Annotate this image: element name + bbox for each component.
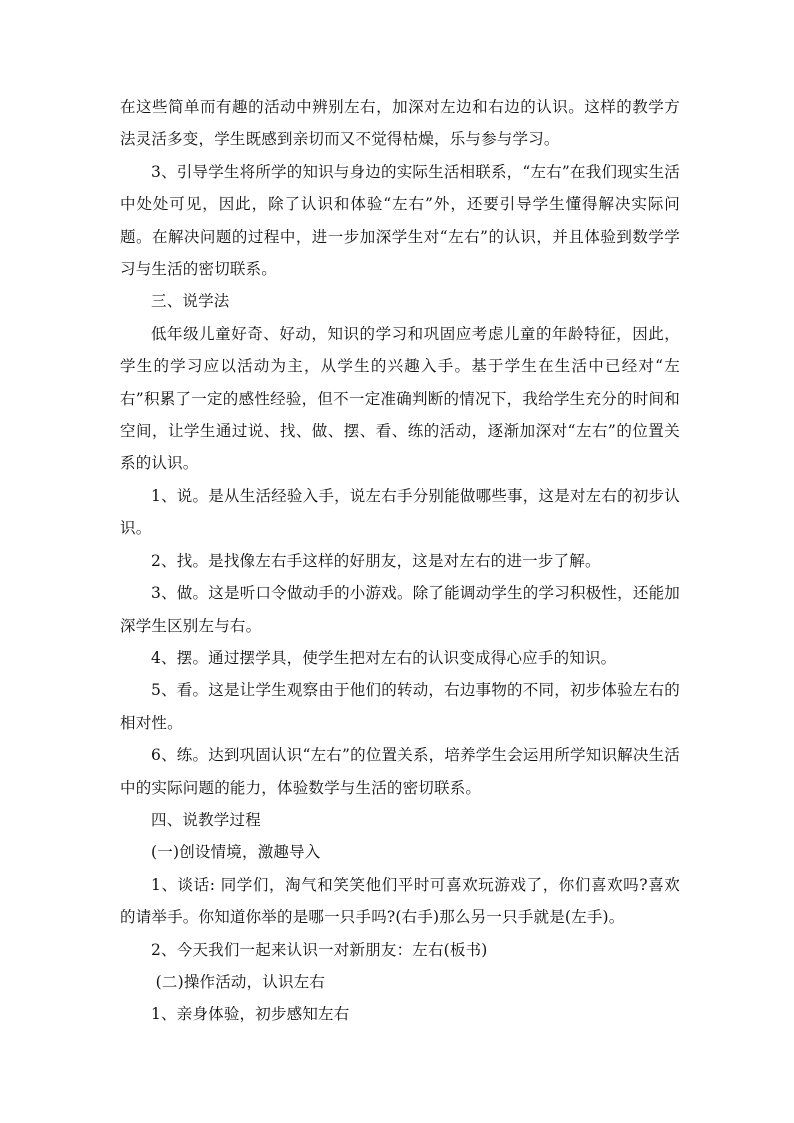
subsection-heading: (二)操作活动，认识左右	[155, 972, 326, 991]
list-item: 5、看。这是让学生观察由于他们的转动，右边事物的不同，初步体验左右的相对性。	[120, 681, 680, 732]
list-item: 2、找。是找像左右手这样的好朋友，这是对左右的进一步了解。	[151, 551, 601, 570]
paragraph: 低年级儿童好奇、好动，知识的学习和巩固应考虑儿童的年龄特征，因此，学生的学习应以活动为主，从学生的兴趣入手。基于学生在生活中已经对“左右”积累了一定的感性经验，但不一定准确判断的情况下，我给学生充分的时间和空间，让学生通过说、找、做、摆、看、练的活动，逐渐加深对“左右”的位置关系的认识。	[120, 324, 680, 473]
subsection-heading: (一)创设情境，激趣导入	[151, 843, 321, 862]
list-item: 3、做。这是听口令做动手的小游戏。除了能调动学生的学习积极性，还能加深学生区别左与右。	[120, 584, 680, 635]
list-item: 4、摆。通过摆学具，使学生把对左右的认识变成得心应手的知识。	[151, 648, 617, 667]
paragraph: 在这些简单而有趣的活动中辨别左右，加深对左边和右边的认识。这样的教学方法灵活多变，学生既感到亲切而又不觉得枯燥，乐与参与学习。	[120, 98, 680, 149]
section-heading: 四、说教学过程	[151, 810, 261, 829]
section-heading: 三、说学法	[151, 292, 230, 311]
paragraph: 3、引导学生将所学的知识与身边的实际生活相联系，“左右”在我们现实生活中处处可见，因此，除了认识和体验“左右”外，还要引导学生懂得解决实际问题。在解决问题的过程中，进一步加深学生对“左右”的认识，并且体验到数学学习与生活的密切联系。	[120, 162, 680, 279]
list-item: 2、今天我们一起来认识一对新朋友：左右(板书)	[151, 940, 488, 959]
list-item: 1、说。是从生活经验入手，说左右手分别能做哪些事，这是对左右的初步认识。	[120, 486, 680, 538]
document-body	[120, 91, 680, 1031]
list-item: 1、亲身体验，初步感知左右	[151, 1005, 350, 1024]
list-item: 6、练。达到巩固认识“左右”的位置关系，培养学生会运用所学知识解决生活中的实际问题的能力，体验数学与生活的密切联系。	[120, 746, 680, 797]
list-item: 1、谈话: 同学们，淘气和笑笑他们平时可喜欢玩游戏了，你们喜欢吗?喜欢的请举手。你知道你举的是哪一只手吗?(右手)那么另一只手就是(左手)。	[120, 875, 680, 927]
